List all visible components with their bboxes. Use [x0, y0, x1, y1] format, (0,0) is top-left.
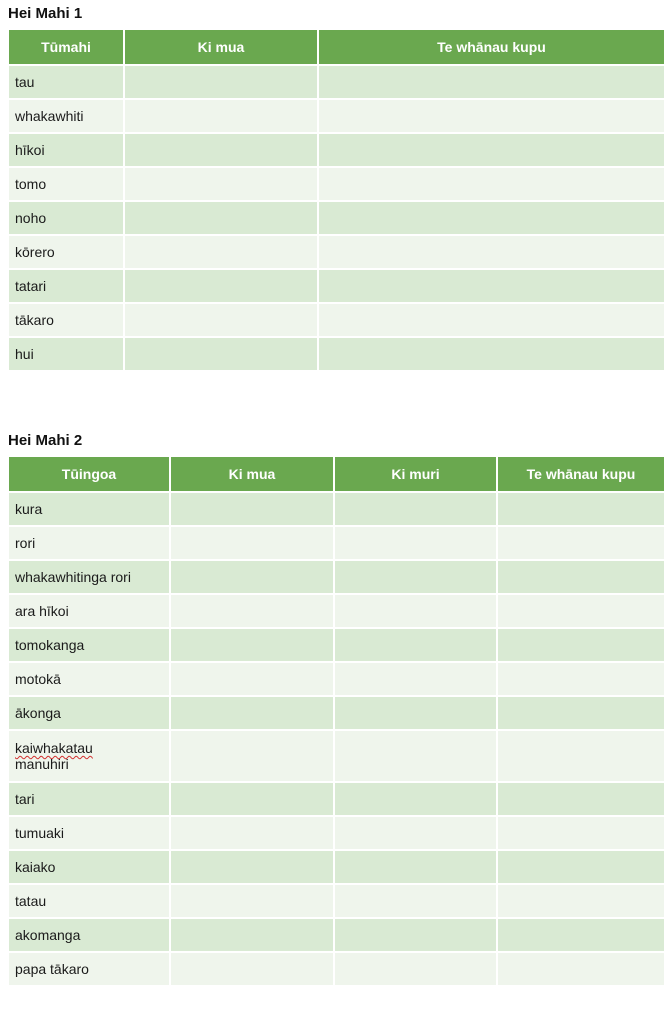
- word-cell: [8, 884, 170, 918]
- word-text: papa tākaro: [15, 961, 89, 977]
- answer-cell[interactable]: [170, 526, 334, 560]
- table-hei-mahi-2: [7, 455, 666, 987]
- word-cell: [8, 594, 170, 628]
- table-row: [8, 99, 665, 133]
- word-text: tomokanga: [15, 637, 85, 653]
- answer-cell[interactable]: [497, 884, 665, 918]
- answer-cell[interactable]: [334, 662, 497, 696]
- word-text: tākaro: [15, 312, 54, 328]
- word-cell: [8, 730, 170, 782]
- answer-cell[interactable]: [170, 918, 334, 952]
- answer-cell[interactable]: [318, 303, 665, 337]
- word-text: ara hīkoi: [15, 603, 69, 619]
- answer-cell[interactable]: [497, 526, 665, 560]
- word-text-line-2: manuhiri: [15, 756, 69, 772]
- table-row: [8, 269, 665, 303]
- word-cell: [8, 133, 124, 167]
- word-text: kura: [15, 501, 43, 517]
- answer-cell[interactable]: [170, 662, 334, 696]
- word-text: tari: [15, 791, 35, 807]
- table-row: [8, 167, 665, 201]
- word-cell: [8, 65, 124, 99]
- header-te-whanau-kupu: Te whānau kupu: [318, 29, 665, 65]
- answer-cell[interactable]: [170, 594, 334, 628]
- word-cell: [8, 99, 124, 133]
- answer-cell[interactable]: [318, 99, 665, 133]
- answer-cell[interactable]: [334, 884, 497, 918]
- table-hei-mahi-1: [7, 28, 666, 372]
- answer-cell[interactable]: [170, 816, 334, 850]
- answer-cell[interactable]: [334, 782, 497, 816]
- answer-cell[interactable]: [334, 560, 497, 594]
- answer-cell[interactable]: [334, 730, 497, 782]
- word-cell: [8, 662, 170, 696]
- table-row: [8, 918, 665, 952]
- answer-cell[interactable]: [334, 850, 497, 884]
- table-header-row: [8, 29, 665, 65]
- word-cell: [8, 918, 170, 952]
- answer-cell[interactable]: [124, 337, 318, 371]
- table-header-row: [8, 456, 665, 492]
- word-text: tau: [15, 74, 35, 90]
- table-row: [8, 628, 665, 662]
- header-tuingoa: Tūingoa: [8, 456, 170, 492]
- section-title-hei-mahi-1: Hei Mahi 1: [8, 5, 83, 22]
- word-text-line-1: kaiwhakatau: [15, 740, 93, 756]
- header-ki-mua: Ki mua: [170, 456, 334, 492]
- answer-cell[interactable]: [124, 269, 318, 303]
- answer-cell[interactable]: [318, 65, 665, 99]
- answer-cell[interactable]: [124, 235, 318, 269]
- answer-cell[interactable]: [334, 918, 497, 952]
- table-row: [8, 952, 665, 986]
- answer-cell[interactable]: [497, 492, 665, 526]
- table-row: [8, 730, 665, 782]
- word-text: kaiako: [15, 859, 56, 875]
- word-cell: [8, 526, 170, 560]
- word-text: kōrero: [15, 244, 55, 260]
- word-cell: [8, 560, 170, 594]
- answer-cell[interactable]: [497, 594, 665, 628]
- header-ki-mua: Ki mua: [124, 29, 318, 65]
- word-text: motokā: [15, 671, 61, 687]
- word-text: tumuaki: [15, 825, 65, 841]
- answer-cell[interactable]: [170, 850, 334, 884]
- answer-cell[interactable]: [334, 952, 497, 986]
- word-cell: [8, 628, 170, 662]
- answer-cell[interactable]: [170, 492, 334, 526]
- word-cell: [8, 235, 124, 269]
- answer-cell[interactable]: [497, 918, 665, 952]
- table-row: [8, 782, 665, 816]
- word-cell: [8, 337, 124, 371]
- answer-cell[interactable]: [124, 201, 318, 235]
- answer-cell[interactable]: [334, 492, 497, 526]
- table-row: [8, 884, 665, 918]
- table-row: [8, 816, 665, 850]
- table-row: [8, 133, 665, 167]
- word-text: whakawhiti: [15, 108, 84, 124]
- header-tumahi: Tūmahi: [8, 29, 124, 65]
- answer-cell[interactable]: [170, 560, 334, 594]
- answer-cell[interactable]: [497, 628, 665, 662]
- word-cell: [8, 696, 170, 730]
- answer-cell[interactable]: [318, 235, 665, 269]
- word-cell: [8, 201, 124, 235]
- word-cell: [8, 816, 170, 850]
- word-cell: [8, 492, 170, 526]
- table-row: [8, 492, 665, 526]
- answer-cell[interactable]: [318, 201, 665, 235]
- answer-cell[interactable]: [170, 884, 334, 918]
- answer-cell[interactable]: [124, 99, 318, 133]
- table-row: [8, 65, 665, 99]
- answer-cell[interactable]: [334, 816, 497, 850]
- word-cell: [8, 850, 170, 884]
- word-text: hui: [15, 346, 34, 362]
- word-cell: [8, 303, 124, 337]
- answer-cell[interactable]: [334, 628, 497, 662]
- answer-cell[interactable]: [170, 782, 334, 816]
- table-row: [8, 850, 665, 884]
- answer-cell[interactable]: [124, 167, 318, 201]
- word-text: whakawhitinga rori: [15, 569, 131, 585]
- header-te-whanau-kupu: Te whānau kupu: [497, 456, 665, 492]
- answer-cell[interactable]: [334, 594, 497, 628]
- table-row: [8, 337, 665, 371]
- answer-cell[interactable]: [170, 730, 334, 782]
- word-cell: [8, 269, 124, 303]
- answer-cell[interactable]: [497, 816, 665, 850]
- word-text: akomanga: [15, 927, 81, 943]
- table-row: [8, 662, 665, 696]
- answer-cell[interactable]: [497, 782, 665, 816]
- answer-cell[interactable]: [497, 730, 665, 782]
- answer-cell[interactable]: [334, 696, 497, 730]
- header-ki-muri: Ki muri: [334, 456, 497, 492]
- word-text: tatari: [15, 278, 47, 294]
- word-text: rori: [15, 535, 36, 551]
- word-text: tatau: [15, 893, 47, 909]
- answer-cell[interactable]: [497, 952, 665, 986]
- answer-cell[interactable]: [318, 337, 665, 371]
- table-row: [8, 235, 665, 269]
- answer-cell[interactable]: [124, 65, 318, 99]
- word-cell: [8, 782, 170, 816]
- word-text: ākonga: [15, 705, 61, 721]
- answer-cell[interactable]: [318, 269, 665, 303]
- table-row: [8, 560, 665, 594]
- table-row: [8, 594, 665, 628]
- answer-cell[interactable]: [318, 133, 665, 167]
- word-cell: [8, 167, 124, 201]
- answer-cell[interactable]: [170, 628, 334, 662]
- answer-cell[interactable]: [124, 303, 318, 337]
- answer-cell[interactable]: [170, 952, 334, 986]
- table-row: [8, 696, 665, 730]
- word-text: tomo: [15, 176, 47, 192]
- section-title-hei-mahi-2: Hei Mahi 2: [8, 432, 83, 449]
- answer-cell[interactable]: [497, 850, 665, 884]
- word-text: noho: [15, 210, 47, 226]
- word-cell: [8, 952, 170, 986]
- word-text: hīkoi: [15, 142, 45, 158]
- table-row: [8, 201, 665, 235]
- answer-cell[interactable]: [318, 167, 665, 201]
- answer-cell[interactable]: [497, 696, 665, 730]
- answer-cell[interactable]: [334, 526, 497, 560]
- answer-cell[interactable]: [170, 696, 334, 730]
- answer-cell[interactable]: [497, 560, 665, 594]
- table-row: [8, 526, 665, 560]
- answer-cell[interactable]: [497, 662, 665, 696]
- table-row: [8, 303, 665, 337]
- answer-cell[interactable]: [124, 133, 318, 167]
